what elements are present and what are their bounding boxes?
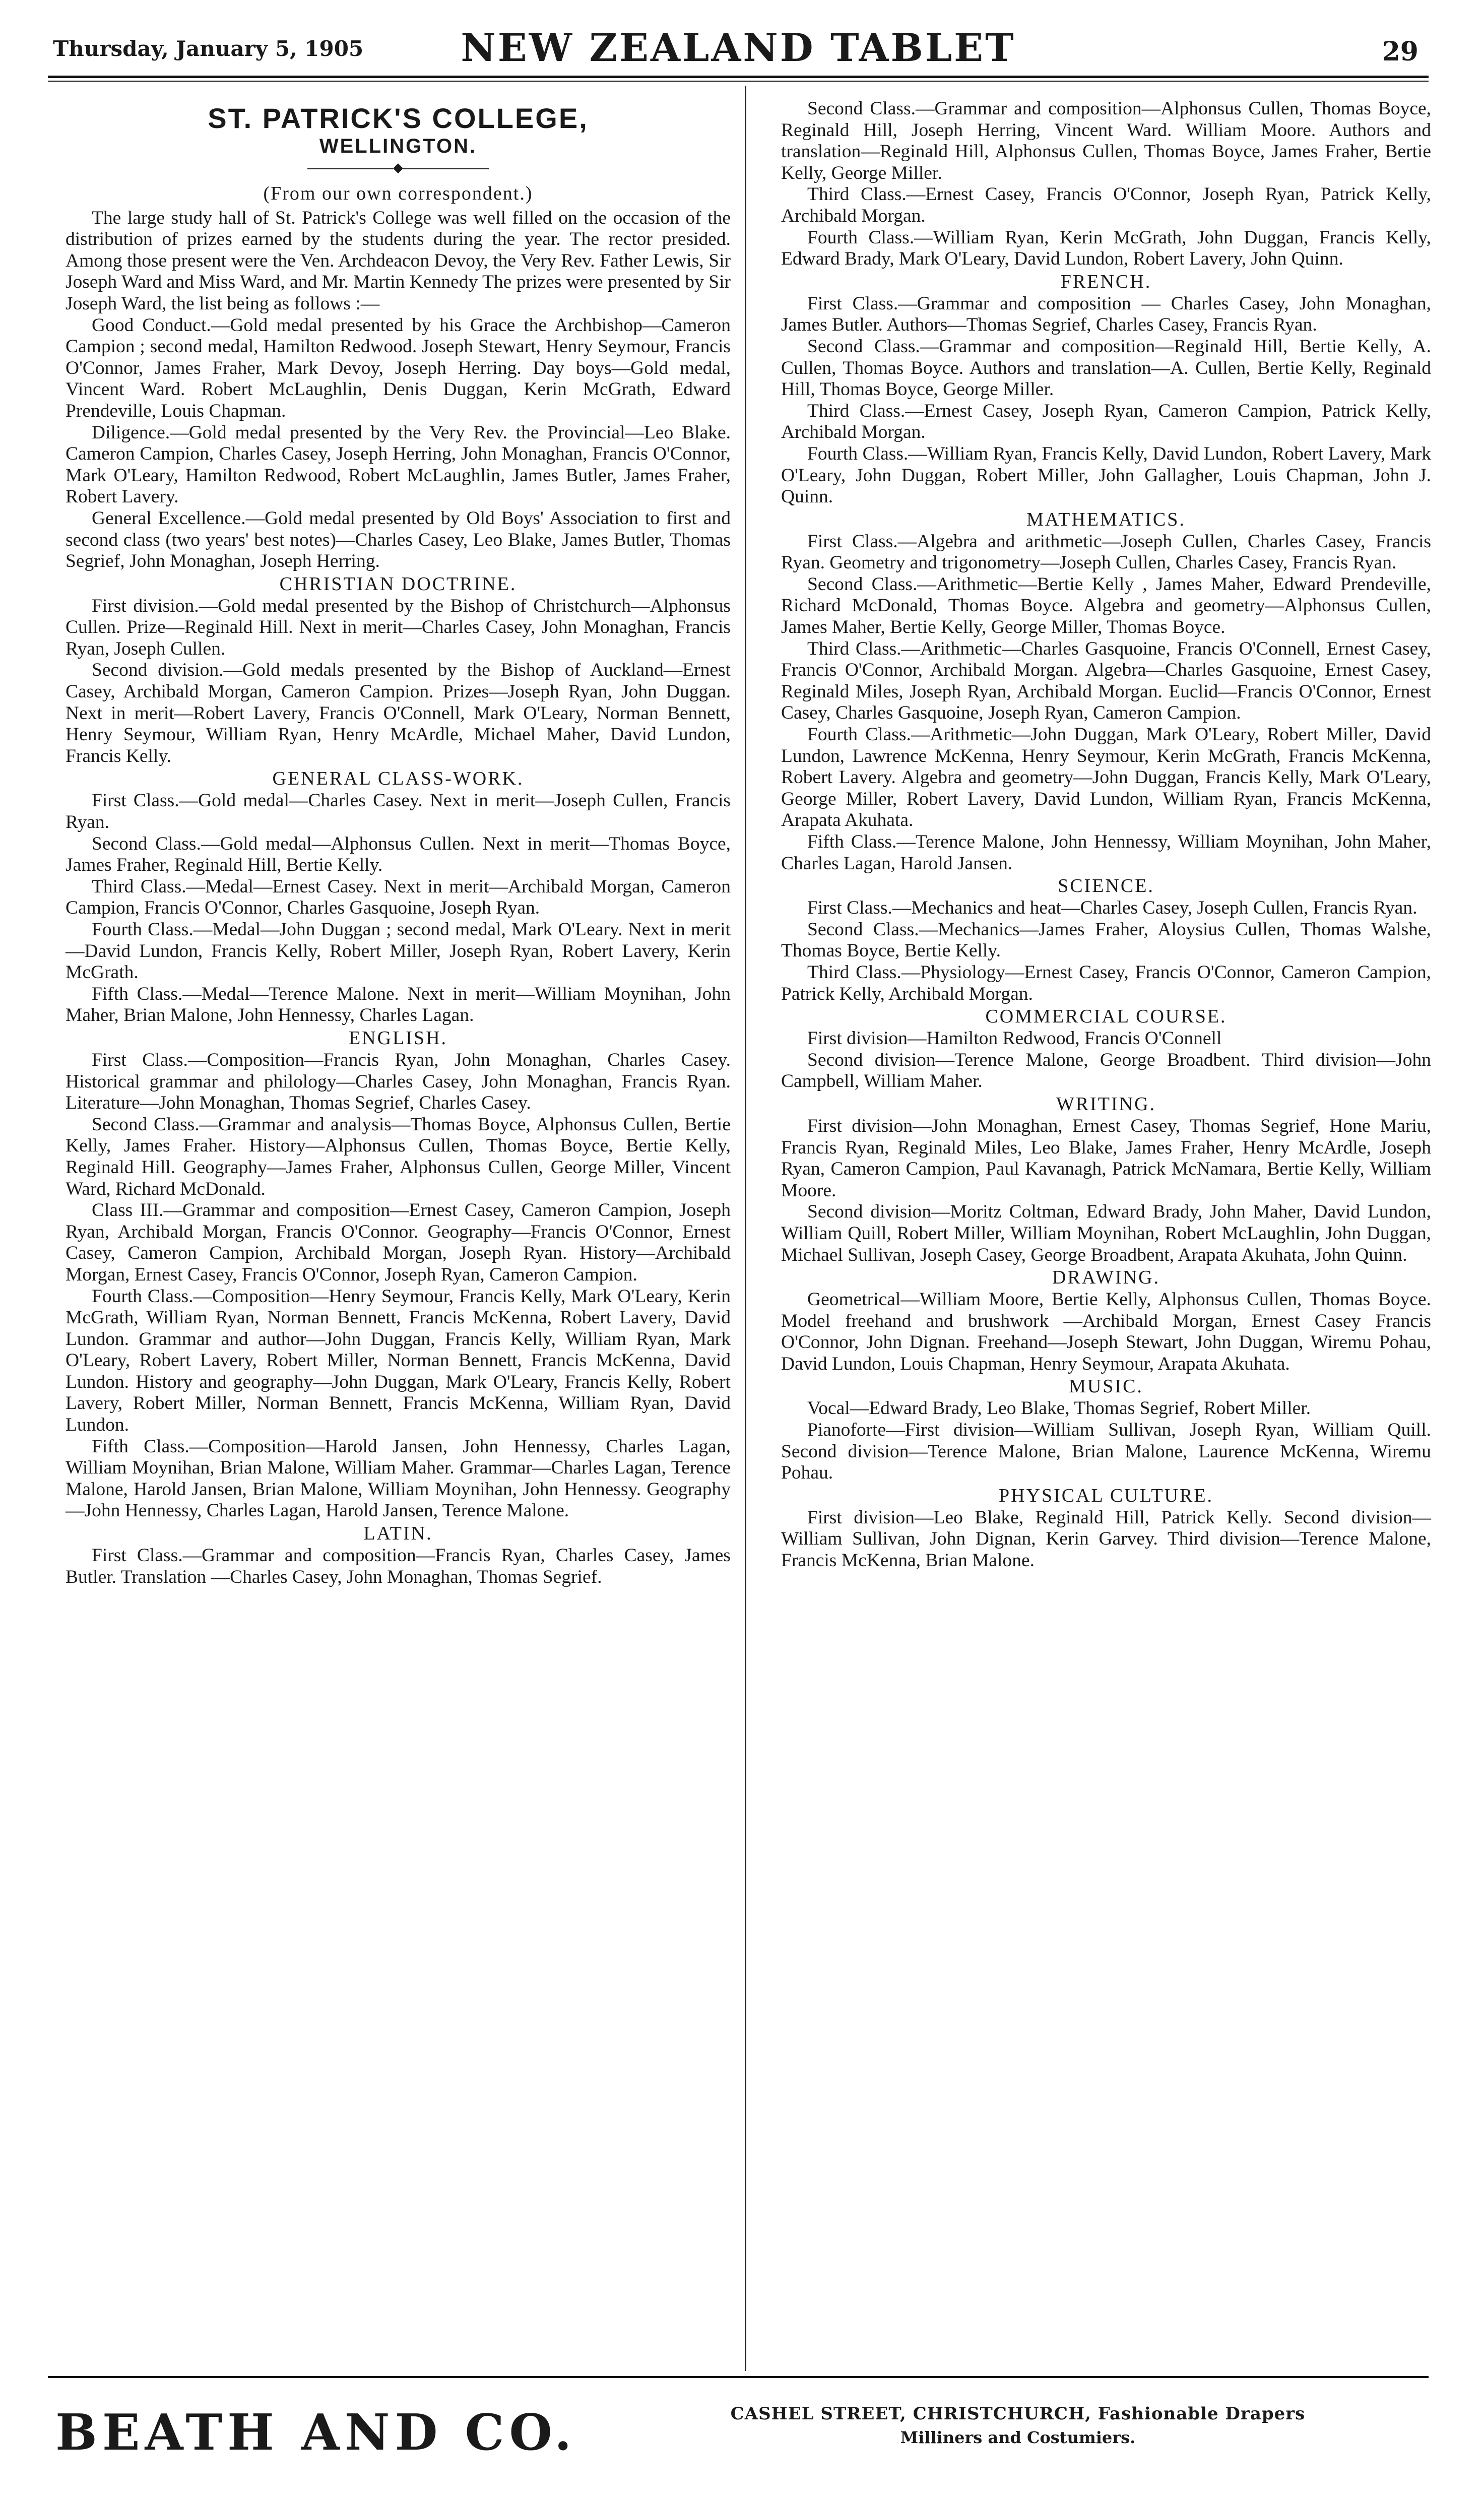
- good-conduct-paragraph: Good Conduct.—Gold medal presented by his Grace the Archbishop—Cameron Campion ; second medal, Hamilton Redwood. Joseph Stewart, Henry Seymour, Francis O'Connor, James Fraher, Mark Devoy, Joseph Herring. Day boys—Gold medal, Vincent Ward. Robert McLaughlin, Denis Duggan, Kerin McGrath, Edward Prendeville, Louis Chapman.: [66, 314, 731, 421]
- paragraph: First division.—Gold medal presented by the Bishop of Christchurch—Alphonsus Cullen. Prize—Reginald Hill. Next in merit—Charles Casey, John Monaghan, Francis Ryan, Joseph Cullen.: [66, 595, 731, 659]
- intro-paragraph: The large study hall of St. Patrick's College was well filled on the occasion of the distribution of prizes earned by the students during the year. The rector presided. Among those present were the Ven. Archdeacon Devoy, the Very Rev. Father Lewis, Sir Joseph Ward and Miss Ward, and Mr. Martin Kennedy The prizes were presented by Sir Joseph Ward, the list being as follows :—: [66, 207, 731, 314]
- paragraph: First division—Hamilton Redwood, Francis O'Connell: [807, 1028, 1222, 1049]
- paragraph: Third Class.—Medal—Ernest Casey. Next in merit—Archibald Morgan, Cameron Campion, Francis O'Connor, Charles Gasquoine, Joseph Ryan.: [66, 876, 731, 919]
- section-heading-general-class-work: GENERAL CLASS-WORK.: [272, 768, 524, 790]
- paragraph: Pianoforte—First division—William Sullivan, Joseph Ryan, William Quill. Second division—Terence Malone, Brian Malone, Laurence McKenna, Wiremu Pohau.: [781, 1420, 1431, 1484]
- header-rule: [48, 76, 1429, 78]
- paragraph: First Class.—Algebra and arithmetic—Joseph Cullen, Charles Casey, Francis Ryan. Geometry and trigonometry—Joseph Cullen, Charles Casey, Francis Ryan.: [781, 531, 1431, 573]
- paragraph: Third Class.—Ernest Casey, Joseph Ryan, Cameron Campion, Patrick Kelly, Archibald Morgan.: [781, 400, 1431, 443]
- footer-rule: [48, 2376, 1429, 2378]
- advertisement-line-2: Milliners and Costumiers.: [900, 2428, 1136, 2447]
- section-heading-commercial-course: COMMERCIAL COURSE.: [985, 1006, 1227, 1028]
- section-heading-drawing: DRAWING.: [1052, 1267, 1160, 1289]
- left-column: [66, 98, 731, 1588]
- advertisement-text: [625, 2404, 1411, 2447]
- paragraph: Fourth Class.—William Ryan, Francis Kelly, David Lundon, Robert Lavery, Mark O'Leary, John Duggan, Robert Miller, John Gallagher, Louis Chapman, John J. Quinn.: [781, 443, 1431, 507]
- advertisement-line-1: CASHEL STREET, CHRISTCHURCH, Fashionable Drapers: [730, 2404, 1306, 2424]
- general-excellence-paragraph: General Excellence.—Gold medal presented by Old Boys' Association to first and second class (two years' best notes)—Charles Casey, Leo Blake, James Butler, Thomas Segrief, John Monaghan, Joseph Herring.: [66, 507, 731, 572]
- paragraph: First Class.—Mechanics and heat—Charles Casey, Joseph Cullen, Francis Ryan.: [807, 898, 1417, 919]
- article-title: ST. PATRICK'S COLLEGE,: [208, 102, 589, 134]
- paragraph: Second Class.—Grammar and composition—Reginald Hill, Bertie Kelly, A. Cullen, Thomas Boyce. Authors and translation—A. Cullen, Bertie Kelly, Reginald Hill, Thomas Boyce, George Miller.: [781, 336, 1431, 400]
- section-heading-writing: WRITING.: [1056, 1093, 1156, 1115]
- paragraph: Second division.—Gold medals presented by the Bishop of Auckland—Ernest Casey, Archibald Morgan, Cameron Campion. Prizes—Joseph Ryan, John Duggan. Next in merit—Robert Lavery, Francis O'Connell, Mark O'Leary, Norman Bennett, Henry Seymour, William Ryan, Henry McArdle, Michael Maher, David Lundon, Francis Kelly.: [66, 660, 731, 766]
- section-heading-music: MUSIC.: [1069, 1376, 1143, 1397]
- paragraph: Fifth Class.—Medal—Terence Malone. Next in merit—William Moynihan, John Maher, Brian Malone, John Hennessy, Charles Lagan.: [66, 983, 731, 1026]
- header-rule-thin: [48, 81, 1429, 82]
- section-heading-mathematics: MATHEMATICS.: [1026, 508, 1186, 530]
- page-number: 29: [1382, 36, 1418, 67]
- column-divider: [745, 86, 746, 2371]
- paragraph: First division—Leo Blake, Reginald Hill, Patrick Kelly. Second division—William Sullivan, John Dignan, Kerin Garvey. Third division—Terence Malone, Francis McKenna, Brian Malone.: [781, 1507, 1431, 1571]
- paragraph: Fourth Class.—William Ryan, Kerin McGrath, John Duggan, Francis Kelly, Edward Brady, Mark O'Leary, David Lundon, Robert Lavery, John Quinn.: [781, 227, 1431, 270]
- paragraph: Vocal—Edward Brady, Leo Blake, Thomas Segrief, Robert Miller.: [807, 1398, 1311, 1419]
- paragraph: First Class.—Grammar and composition — Charles Casey, John Monaghan, James Butler. Authors—Thomas Segrief, Charles Casey, Francis Ryan.: [781, 293, 1431, 336]
- paragraph: Second division—Terence Malone, George Broadbent. Third division—John Campbell, William Maher.: [781, 1049, 1431, 1092]
- paragraph: Second Class.—Arithmetic—Bertie Kelly , James Maher, Edward Prendeville, Richard McDonald, Thomas Boyce. Algebra and geometry—Alphonsus Cullen, James Maher, Bertie Kelly, George Miller, Thomas Boyce.: [781, 573, 1431, 638]
- section-heading-french: FRENCH.: [1060, 271, 1152, 292]
- paragraph: Second Class.—Grammar and analysis—Thomas Boyce, Alphonsus Cullen, Bertie Kelly, James Fraher. History—Alphonsus Cullen, Thomas Boyce, Bertie Kelly, Reginald Hill. Geography—James Fraher, Alphonsus Cullen, George Miller, Vincent Ward, Richard McDonald.: [66, 1114, 731, 1199]
- paragraph: Class III.—Grammar and composition—Ernest Casey, Cameron Campion, Joseph Ryan, Archibald Morgan, Francis O'Connor. Geography—Francis O'Connor, Ernest Casey, Cameron Campion, Archibald Morgan, Joseph Ryan. History—Archibald Morgan, Ernest Casey, Francis O'Connor, Joseph Ryan, Cameron Campion.: [66, 1200, 731, 1285]
- paragraph: Fourth Class.—Medal—John Duggan ; second medal, Mark O'Leary. Next in merit—David Lundon, Francis Kelly, Robert Miller, Joseph Ryan, Robert Lavery, Kerin McGrath.: [66, 919, 731, 983]
- paragraph: Fifth Class.—Composition—Harold Jansen, John Hennessy, Charles Lagan, William Moynihan, Brian Malone, William Maher. Grammar—Charles Lagan, Terence Malone, Harold Jansen, Brian Malone, William Moynihan, John Hennessy. Geography—John Hennessy, Charles Lagan, Harold Jansen, Terence Malone.: [66, 1436, 731, 1521]
- paragraph: Second Class.—Mechanics—James Fraher, Aloysius Cullen, Thomas Walshe, Thomas Boyce, Bertie Kelly.: [781, 919, 1431, 961]
- paragraph: Second Class.—Gold medal—Alphonsus Cullen. Next in merit—Thomas Boyce, James Fraher, Reginald Hill, Bertie Kelly.: [66, 833, 731, 876]
- advertiser-name: BEATH AND CO.: [55, 2404, 577, 2462]
- section-heading-science: SCIENCE.: [1058, 875, 1154, 897]
- paragraph: Second Class.—Grammar and composition—Alphonsus Cullen, Thomas Boyce, Reginald Hill, Joseph Herring, Vincent Ward. William Moore. Authors and translation—Reginald Hill, Alphonsus Cullen, Thomas Boyce, James Fraher, Bertie Kelly, George Miller.: [781, 98, 1431, 183]
- diligence-paragraph: Diligence.—Gold medal presented by the Very Rev. the Provincial—Leo Blake. Cameron Campion, Charles Casey, Joseph Herring, John Monaghan, Francis O'Connor, Mark O'Leary, Hamilton Redwood, Robert McLaughlin, James Butler, James Fraher, Robert Lavery.: [66, 422, 731, 507]
- masthead: NEW ZEALAND TABLET: [461, 25, 1016, 70]
- paragraph: First division—John Monaghan, Ernest Casey, Thomas Segrief, Hone Mariu, Francis Ryan, Reginald Miles, Leo Blake, James Fraher, Henry McArdle, Joseph Ryan, Cameron Campion, Paul Kavanagh, Patrick McNamara, Bertie Kelly, William Moore.: [781, 1115, 1431, 1201]
- paragraph: First Class.—Grammar and composition—Francis Ryan, Charles Casey, James Butler. Translation —Charles Casey, John Monaghan, Thomas Segrief.: [66, 1545, 731, 1587]
- paragraph: First Class.—Composition—Francis Ryan, John Monaghan, Charles Casey. Historical grammar and philology—Charles Casey, John Monaghan, Francis Ryan. Literature—John Monaghan, Thomas Segrief, Charles Casey.: [66, 1049, 731, 1114]
- section-heading-english: ENGLISH.: [348, 1027, 448, 1049]
- issue-date: Thursday, January 5, 1905: [53, 36, 364, 61]
- section-heading-physical-culture: PHYSICAL CULTURE.: [998, 1485, 1214, 1506]
- right-column: [781, 98, 1431, 1572]
- article-subtitle: WELLINGTON.: [319, 135, 477, 157]
- paragraph: Fourth Class.—Arithmetic—John Duggan, Mark O'Leary, Robert Miller, David Lundon, Lawrence McKenna, Henry Seymour, Kerin McGrath, Francis McKenna, Robert Lavery. Algebra and geometry—John Duggan, Francis Kelly, Mark O'Leary, George Miller, Robert Lavery, David Lundon, William Ryan, Francis McKenna, Arapata Akuhata.: [781, 724, 1431, 831]
- section-heading-latin: LATIN.: [363, 1523, 433, 1545]
- byline: (From our own correspondent.): [263, 183, 533, 204]
- paragraph: Third Class.—Physiology—Ernest Casey, Francis O'Connor, Cameron Campion, Patrick Kelly, Archibald Morgan.: [781, 961, 1431, 1004]
- paragraph: First Class.—Gold medal—Charles Casey. Next in merit—Joseph Cullen, Francis Ryan.: [66, 790, 731, 833]
- paragraph: Third Class.—Arithmetic—Charles Gasquoine, Francis O'Connell, Ernest Casey, Francis O'Connor, Archibald Morgan. Algebra—Charles Gasquoine, Ernest Casey, Reginald Miles, Joseph Ryan, Archibald Morgan. Euclid—Francis O'Connor, Ernest Casey, Charles Gasquoine, Joseph Ryan, Cameron Campion.: [781, 638, 1431, 724]
- paragraph: Fourth Class.—Composition—Henry Seymour, Francis Kelly, Mark O'Leary, Kerin McGrath, William Ryan, Norman Bennett, Francis McKenna, Robert Lavery, David Lundon. Grammar and author—John Duggan, Francis Kelly, William Ryan, Mark O'Leary, Robert Lavery, Robert Miller, Norman Bennett, Francis McKenna, David Lundon. History and geography—John Duggan, Mark O'Leary, Francis Kelly, Robert Lavery, Robert Miller, Norman Bennett, Francis McKenna, William Ryan, David Lundon.: [66, 1286, 731, 1436]
- paragraph: Geometrical—William Moore, Bertie Kelly, Alphonsus Cullen, Thomas Boyce. Model freehand and brushwork —Archibald Morgan, Ernest Casey Francis O'Connor, John Dignan. Freehand—Joseph Stewart, John Duggan, Wiremu Pohau, David Lundon, Louis Chapman, Henry Seymour, Arapata Akuhata.: [781, 1289, 1431, 1374]
- paragraph: Third Class.—Ernest Casey, Francis O'Connor, Joseph Ryan, Patrick Kelly, Archibald Morgan.: [781, 184, 1431, 226]
- paragraph: Fifth Class.—Terence Malone, John Hennessy, William Moynihan, John Maher, Charles Lagan, Harold Jansen.: [781, 831, 1431, 874]
- title-ornament: ◆: [66, 158, 731, 178]
- page-header: [48, 15, 1429, 81]
- section-heading-christian-doctrine: CHRISTIAN DOCTRINE.: [279, 573, 517, 595]
- paragraph: Second division—Moritz Coltman, Edward Brady, John Maher, David Lundon, William Quill, Robert Miller, William Moynihan, Robert McLaughlin, John Duggan, Michael Sullivan, Joseph Casey, George Broadbent, Arapata Akuhata, John Quinn.: [781, 1201, 1431, 1265]
